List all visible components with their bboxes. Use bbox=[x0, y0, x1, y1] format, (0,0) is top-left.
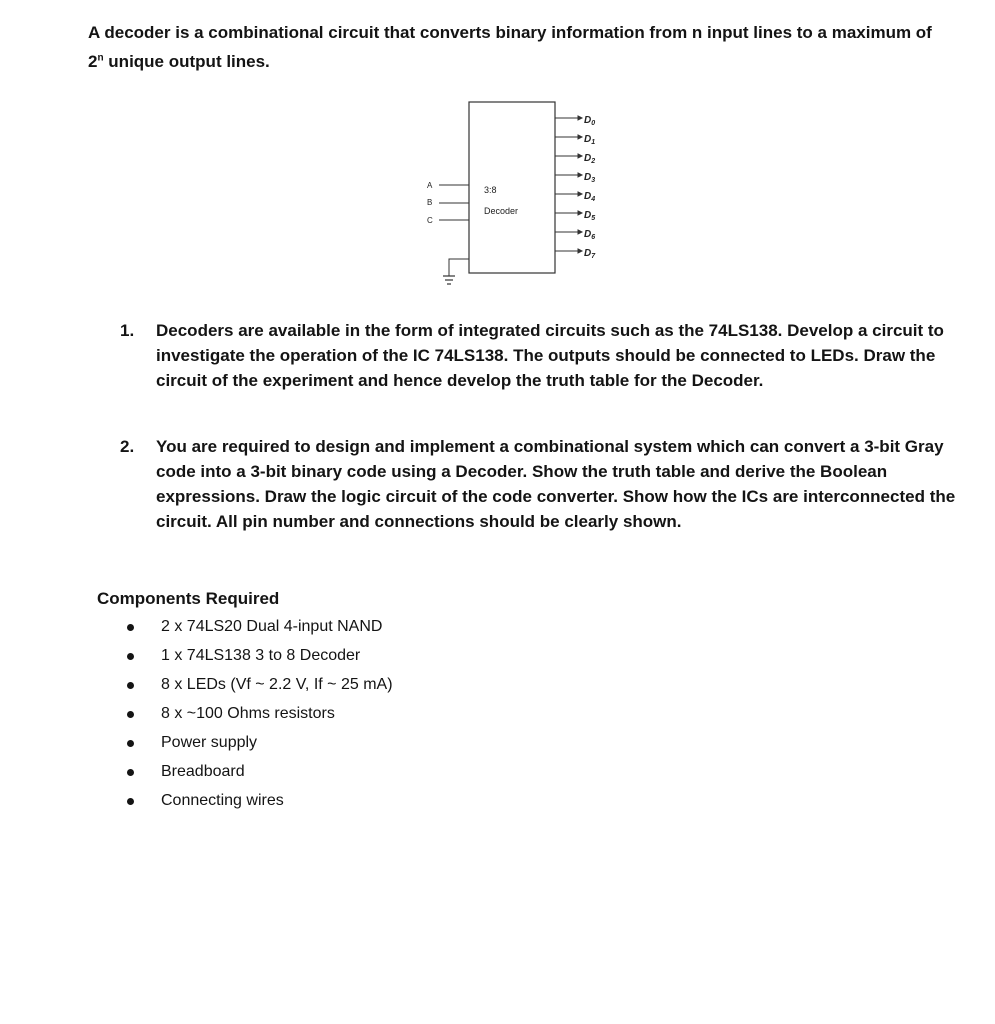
output-label-d2: $D_2$ bbox=[584, 153, 596, 165]
question-item bbox=[120, 434, 960, 534]
output-lines bbox=[555, 116, 582, 253]
decoder-block-ratio: 3:8 bbox=[484, 185, 497, 195]
component-item: Power supply bbox=[97, 728, 597, 757]
component-item: Connecting wires bbox=[97, 786, 597, 815]
component-item: 8 x ~100 Ohms resistors bbox=[97, 699, 597, 728]
question-number: 1. bbox=[120, 321, 135, 340]
question-number: 2. bbox=[120, 437, 135, 456]
output-label-d0: $D_0$ bbox=[584, 115, 596, 127]
question-text: Decoders are available in the form of integrated circuits such as the 74LS138. Develop a circuit to investigate the operation of the IC 74LS138. The outputs should be connected to LEDs. Draw the circuit of the experiment and hence develop the truth table for the Decoder. bbox=[156, 321, 944, 390]
intro-base: 2 bbox=[88, 52, 98, 71]
bullet-icon bbox=[127, 682, 134, 689]
bullet-icon bbox=[127, 769, 134, 776]
output-label-d4: $D_4$ bbox=[584, 191, 596, 203]
input-label-b: B bbox=[427, 198, 433, 207]
output-label-d3: $D_3$ bbox=[584, 172, 596, 184]
component-item: 8 x LEDs (Vf ~ 2.2 V, If ~ 25 mA) bbox=[97, 670, 597, 699]
intro-exponent: n bbox=[97, 52, 104, 64]
question-item bbox=[120, 318, 960, 393]
bullet-icon bbox=[127, 624, 134, 631]
bullet-icon bbox=[127, 711, 134, 718]
decoder-block-label: Decoder bbox=[484, 206, 519, 216]
component-item: Breadboard bbox=[97, 757, 597, 786]
component-item: 2 x 74LS20 Dual 4-input NAND bbox=[97, 612, 597, 641]
bullet-icon bbox=[127, 653, 134, 660]
question-list bbox=[120, 318, 960, 534]
decoder-block bbox=[469, 102, 555, 273]
bullet-icon bbox=[127, 798, 134, 805]
output-label-d5: $D_5$ bbox=[584, 210, 596, 222]
output-label-d6: $D_6$ bbox=[584, 229, 596, 241]
components-title: Components Required bbox=[97, 589, 280, 608]
output-label-d1: $D_1$ bbox=[584, 134, 596, 146]
question-text: You are required to design and implement a combinational system which can convert a 3-bit Gray code into a 3-bit binary code using a Decoder. Show the truth table and derive the Boolean expressions. Draw the logic circuit of the code converter. Show how the ICs are interconnected the circuit. All pin number and connections should be clearly shown. bbox=[156, 437, 956, 531]
intro-line1: A decoder is a combinational circuit that converts binary information from n input lines to a maximum of bbox=[88, 23, 932, 42]
component-item: 1 x 74LS138 3 to 8 Decoder bbox=[97, 641, 597, 670]
bullet-icon bbox=[127, 740, 134, 747]
enable-wire bbox=[449, 259, 469, 276]
intro-paragraph bbox=[88, 18, 968, 76]
input-label-c: C bbox=[427, 216, 433, 225]
input-label-a: A bbox=[427, 181, 433, 190]
output-label-d7: $D_7$ bbox=[584, 248, 596, 260]
decoder-diagram bbox=[418, 96, 618, 296]
components-section bbox=[97, 586, 597, 815]
intro-rest: unique output lines. bbox=[103, 52, 270, 71]
components-list bbox=[97, 612, 597, 815]
